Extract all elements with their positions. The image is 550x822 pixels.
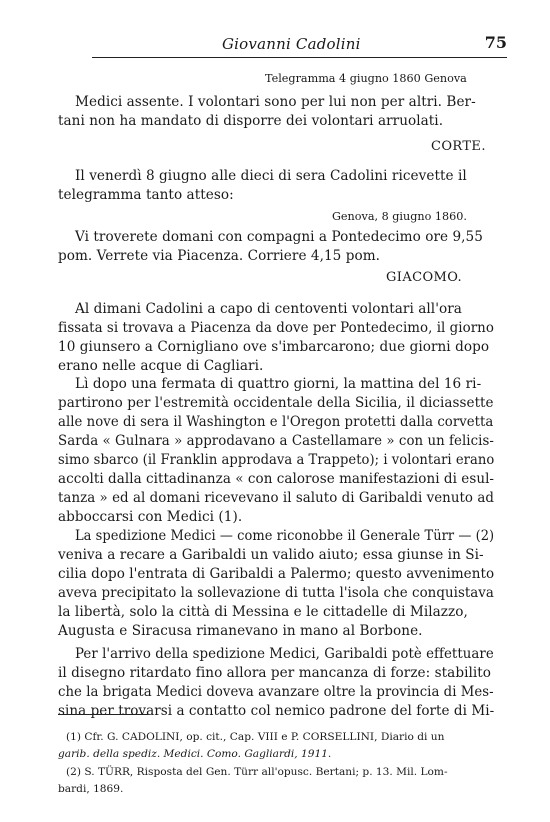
footnote-line: (1) Cfr. G. CADOLINI, op. cit., Cap. VIII e P. CORSELLINI, Diario di un [66,731,445,743]
footnote-line: bardi, 1869. [58,783,124,795]
telegram-dateline: Genova, 8 giugno 1860. [332,210,467,223]
telegram-line: Vi troverete domani con compagni a Pontedecimo ore 9,55 [75,229,483,245]
telegram-dateline: Telegramma 4 giugno 1860 Genova [265,72,467,85]
paragraph-line: erano nelle acque di Cagliari. [58,358,264,374]
footnote-line: (2) S. TÜRR, Risposta del Gen. Türr all'opusc. Bertani; p. 13. Mil. Lom- [66,766,448,778]
telegram-line: tani non ha mandato di disporre dei volontari arruolati. [58,113,444,129]
paragraph-line: sina per trovarsi a contatto col nemico padrone del forte di Mi- [58,703,495,719]
paragraph-line: abboccarsi con Medici (1). [58,509,243,525]
footnote-line: garib. della spediz. Medici. Como. Gagliardi, 1911. [58,748,332,760]
paragraph-line: Lì dopo una fermata di quattro giorni, la mattina del 16 ri- [75,376,482,392]
text-line: Il venerdì 8 giugno alle dieci di sera Cadolini ricevette il [75,168,467,184]
paragraph-line: il disegno ritardato fino allora per mancanza di forze: stabilito [58,665,492,681]
running-title: Giovanni Cadolini [222,35,361,53]
paragraph-line: la libertà, solo la città di Messina e le cittadelle di Milazzo, [58,604,468,620]
telegram-line: Medici assente. I volontari sono per lui non per altri. Ber- [75,94,476,110]
text-line: telegramma tanto atteso: [58,187,234,203]
paragraph-line: Sarda « Gulnara » approdavano a Castellamare » con un felicis- [58,433,494,449]
paragraph-line: cilia dopo l'entrata di Garibaldi a Palermo; questo avvenimento [58,566,495,582]
footnote-rule [58,714,148,715]
paragraph-line: La spedizione Medici — come riconobbe il Generale Türr — (2) [75,528,495,544]
paragraph-line: simo sbarco (il Franklin approdava a Trappeto); i volontari erano [58,452,495,468]
page-number: 75 [484,33,507,52]
paragraph-line: alle nove di sera il Washington e l'Oregon protetti dalla corvetta [58,414,494,430]
paragraph-line: Augusta e Siracusa rimanevano in mano al Borbone. [58,623,423,639]
paragraph-line: veniva a recare a Garibaldi un valido aiuto; essa giunse in Si- [58,547,484,563]
telegram-line: pom. Verrete via Piacenza. Corriere 4,15 pom. [58,248,381,264]
paragraph-line: Per l'arrivo della spedizione Medici, Garibaldi potè effettuare [75,646,494,662]
paragraph-line: aveva precipitato la sollevazione di tutta l'isola che conquistava [58,585,494,601]
paragraph-line: accolti dalla cittadinanza « con calorose manifestazioni di esul- [58,471,495,487]
telegram-signature: CORTE. [431,139,486,154]
paragraph-line: fissata si trovava a Piacenza da dove per Pontedecimo, il giorno [58,320,494,336]
paragraph-line: tanza » ed al domani ricevevano il saluto di Garibaldi venuto ad [58,490,494,506]
telegram-signature: GIACOMO. [386,270,463,285]
paragraph-line: Al dimani Cadolini a capo di centoventi volontari all'ora [75,301,462,317]
paragraph-line: 10 giunsero a Cornigliano ove s'imbarcarono; due giorni dopo [58,339,490,355]
paragraph-line: partirono per l'estremità occidentale della Sicilia, il diciassette [58,395,494,411]
running-head [92,31,507,58]
paragraph-line: che la brigata Medici doveva avanzare oltre la provincia di Mes- [58,684,494,700]
